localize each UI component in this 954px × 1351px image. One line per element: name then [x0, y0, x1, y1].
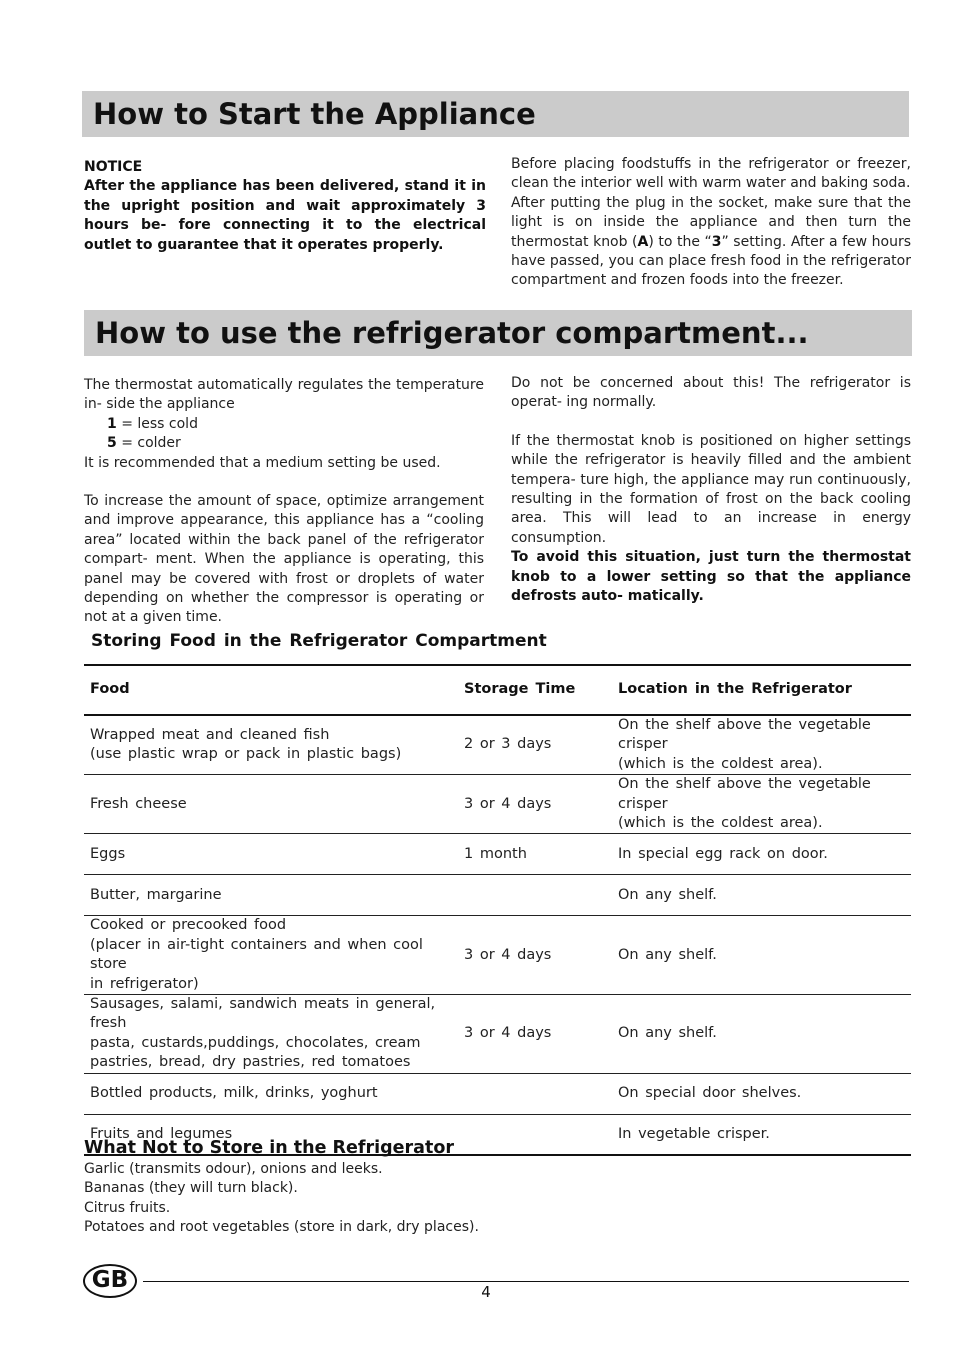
food-line: (placer in air-tight containers and when cool store: [90, 936, 423, 973]
location-line: On any shelf.: [618, 1025, 717, 1042]
location-line: (which is the coldest area).: [618, 755, 823, 772]
location-line: (which is the coldest area).: [618, 815, 823, 832]
time-cell: 3 or 4 days: [458, 775, 612, 834]
setting-5-line: [84, 434, 484, 453]
food-line: Cooked or precooked food: [90, 917, 287, 934]
section-title-start-appliance: How to Start the Appliance: [82, 91, 909, 137]
food-line: Eggs: [90, 845, 126, 862]
not-store-list: [84, 1160, 479, 1238]
notice-text: After the appliance has been delivered, stand it in the upright position and wait approximately 3 hours be- fore connecting it to the electrical outlet to guarantee that it operates properly.: [84, 178, 486, 253]
language-badge-gb: GB: [83, 1264, 137, 1298]
location-line: In special egg rack on door.: [618, 845, 828, 862]
location-cell: [612, 775, 911, 834]
thermostat-column: [84, 376, 484, 628]
food-line: Bottled products, milk, drinks, yoghurt: [90, 1084, 378, 1101]
not-store-title: What Not to Store in the Refrigerator: [84, 1138, 454, 1158]
start-instructions: [511, 155, 911, 291]
list-item: Citrus fruits.: [84, 1199, 171, 1216]
table-row: [84, 834, 911, 875]
time-cell: 2 or 3 days: [458, 715, 612, 775]
location-line: On any shelf.: [618, 946, 717, 963]
plug-in-text-c: ” setting. After a few hours have passed, you can place fresh food in the refrigerator compartment and frozen foods into the freezer.: [511, 233, 911, 289]
time-cell: 3 or 4 days: [458, 995, 612, 1074]
location-cell: [612, 1073, 911, 1114]
table-header-row: [84, 665, 911, 715]
setting-1-desc: = less cold: [116, 415, 198, 432]
table-row: [84, 715, 911, 775]
food-line: (use plastic wrap or pack in plastic bags): [90, 746, 402, 763]
time-cell: 3 or 4 days: [458, 916, 612, 995]
food-line: in refrigerator): [90, 975, 199, 992]
storage-table-title: Storing Food in the Refrigerator Compartment: [91, 631, 547, 651]
food-cell: [84, 1073, 458, 1114]
food-cell: [84, 995, 458, 1074]
food-line: pasta, custards,puddings, chocolates, cream: [90, 1034, 421, 1051]
location-cell: [612, 995, 911, 1074]
location-cell: [612, 715, 911, 775]
food-cell: [84, 916, 458, 995]
location-cell: [612, 875, 911, 916]
food-line: Fruits and legumes: [90, 1125, 233, 1142]
location-cell: [612, 916, 911, 995]
location-cell: [612, 834, 911, 875]
storage-table: [84, 664, 911, 1156]
food-line: Wrapped meat and cleaned fish: [90, 726, 330, 743]
food-cell: [84, 715, 458, 775]
food-line: Sausages, salami, sandwich meats in general, fresh: [90, 996, 436, 1032]
list-item: Potatoes and root vegetables (store in dark, dry places).: [84, 1219, 479, 1236]
time-cell: [458, 875, 612, 916]
food-line: Butter, margarine: [90, 886, 222, 903]
setting-5-desc: = colder: [116, 435, 181, 452]
notice-label: NOTICE: [84, 159, 143, 175]
food-cell: [84, 875, 458, 916]
location-line: On the shelf above the vegetable crisper: [618, 776, 871, 812]
plug-in-text-b: ) to the “: [648, 233, 712, 250]
list-item: Garlic (transmits odour), onions and leeks.: [84, 1161, 383, 1177]
location-line: In vegetable crisper.: [618, 1125, 770, 1142]
medium-setting-text: It is recommended that a medium setting be used.: [84, 454, 441, 471]
clean-interior-text: Before placing foodstuffs in the refrigerator or freezer, clean the interior well with warm water and baking soda.: [511, 156, 911, 192]
plug-in-text-a: After putting the plug in the socket, make sure that the light is on inside the appliance and then turn the thermostat knob (: [511, 194, 911, 250]
avoid-situation-text: To avoid this situation, just turn the thermostat knob to a lower setting so that the appliance defrosts auto- matically.: [511, 549, 911, 605]
setting-5-number: 5: [107, 435, 117, 452]
table-row: [84, 775, 911, 834]
location-line: On any shelf.: [618, 886, 717, 903]
food-cell: [84, 834, 458, 875]
not-concerned-text: Do not be concerned about this! The refrigerator is operat- ing normally.: [511, 375, 911, 411]
section-title-refrigerator-use: How to use the refrigerator compartment...: [84, 310, 912, 356]
table-row: [84, 916, 911, 995]
plug-in-text: [511, 194, 911, 291]
location-line: On special door shelves.: [618, 1084, 802, 1101]
header-food: Food: [84, 665, 458, 715]
table-row: [84, 1073, 911, 1114]
footer-divider: [143, 1281, 909, 1282]
location-line: On the shelf above the vegetable crisper: [618, 717, 871, 753]
table-row: [84, 875, 911, 916]
food-cell: [84, 775, 458, 834]
time-cell: 1 month: [458, 834, 612, 875]
list-item: Bananas (they will turn black).: [84, 1180, 298, 1197]
header-location: Location in the Refrigerator: [612, 665, 911, 715]
setting-1-number: 1: [107, 415, 117, 432]
thermostat-text: The thermostat automatically regulates the temperature in- side the appliance: [84, 377, 484, 413]
location-cell: [612, 1114, 911, 1155]
knob-letter: A: [637, 233, 649, 250]
food-line: pastries, bread, dry pastries, red tomatoes: [90, 1054, 411, 1071]
header-storage-time: Storage Time: [458, 665, 612, 715]
page-number: 4: [481, 1283, 491, 1301]
time-cell: [458, 1073, 612, 1114]
notice-column: [84, 158, 486, 255]
frost-column: [511, 374, 911, 606]
setting-1-line: [84, 415, 484, 434]
continuous-run-text: If the thermostat knob is positioned on higher settings while the refrigerator is heavily filled and the ambient tempera- ture high, the appliance may run continuously, resulting in the formation of frost on the back cooling area. This will lead to an increase in energy consumption.: [511, 432, 911, 546]
food-line: Fresh cheese: [90, 795, 187, 812]
cooling-area-text: To increase the amount of space, optimize arrangement and improve appearance, this appliance has a “cooling area” located within the back panel of the refrigerator compart- ment. When the appliance is operating, this panel may be covered with frost or droplets of water depending on whether the compressor is operating or not at a given time.: [84, 493, 484, 626]
setting-number: 3: [711, 233, 722, 250]
table-row: [84, 995, 911, 1074]
time-cell: [458, 1114, 612, 1155]
